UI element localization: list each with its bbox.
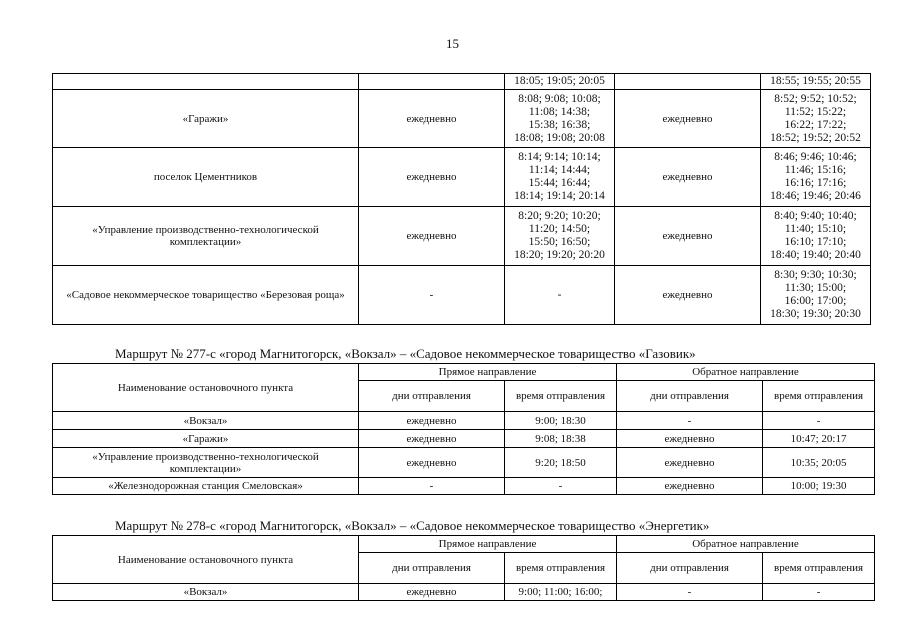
time-line: 18:20; 19:20; 20:20 <box>514 249 605 261</box>
time-line: 15:44; 16:44; <box>528 177 591 189</box>
time-line: 11:08; 14:38; <box>528 105 591 118</box>
forward-days: - <box>359 478 505 495</box>
backward-days <box>615 74 761 90</box>
forward-time: 9:00; 18:30 <box>505 412 617 430</box>
time-line: 11:52; 15:22; <box>784 105 847 118</box>
forward-time: - <box>505 478 617 495</box>
forward-time: 9:20; 18:50 <box>505 448 617 478</box>
time-line: 18:52; 19:52; 20:52 <box>770 131 861 144</box>
table-row <box>53 430 875 448</box>
backward-days: - <box>617 412 763 430</box>
time-line: 8:14; 9:14; 10:14; <box>518 151 601 163</box>
header-forward-time: время отправления <box>505 553 617 584</box>
header-backward-days: дни отправления <box>617 381 763 412</box>
backward-times <box>761 74 871 90</box>
header-forward-days: дни отправления <box>359 381 505 412</box>
table-row <box>53 478 875 495</box>
header-stop-name: Наименование остановочного пункта <box>53 364 359 412</box>
page-number: 15 <box>446 36 459 51</box>
time-line: 18:55; 19:55; 20:55 <box>770 75 861 87</box>
route-277-table <box>52 363 875 495</box>
backward-time: - <box>763 584 875 601</box>
time-line: 11:20; 14:50; <box>528 223 591 235</box>
backward-days: ежедневно <box>617 448 763 478</box>
schedule-table-continued <box>52 73 871 325</box>
stop-name: «Железнодорожная станция Смеловская» <box>53 478 359 495</box>
header-forward-time: время отправления <box>505 381 617 412</box>
header-backward: Обратное направление <box>617 364 875 381</box>
table-row <box>53 266 871 325</box>
table-row <box>53 148 871 207</box>
forward-days: ежедневно <box>359 90 505 148</box>
forward-days: ежедневно <box>359 584 505 601</box>
backward-days: ежедневно <box>617 478 763 495</box>
time-line: 18:46; 19:46; 20:46 <box>770 190 861 202</box>
backward-times <box>761 266 871 325</box>
time-line: 11:46; 15:16; <box>784 164 847 176</box>
forward-times <box>505 90 615 148</box>
header-backward: Обратное направление <box>617 536 875 553</box>
time-line: 18:14; 19:14; 20:14 <box>514 190 605 202</box>
backward-days: ежедневно <box>615 90 761 148</box>
backward-times <box>761 90 871 148</box>
stop-name: «Вокзал» <box>53 412 359 430</box>
time-line: 18:05; 19:05; 20:05 <box>514 75 605 87</box>
time-line: 8:08; 9:08; 10:08; <box>518 92 601 105</box>
forward-times <box>505 207 615 266</box>
time-line: - <box>557 288 562 301</box>
forward-days: ежедневно <box>359 207 505 266</box>
time-line: 16:00; 17:00; <box>784 295 847 307</box>
time-line: 11:30; 15:00; <box>784 282 847 294</box>
backward-times <box>761 148 871 207</box>
backward-days: ежедневно <box>615 266 761 325</box>
backward-time: 10:35; 20:05 <box>763 448 875 478</box>
backward-time: 10:47; 20:17 <box>763 430 875 448</box>
backward-time: - <box>763 412 875 430</box>
table-row <box>53 74 871 90</box>
header-forward-days: дни отправления <box>359 553 505 584</box>
time-line: 18:08; 19:08; 20:08 <box>514 131 605 144</box>
forward-days: - <box>359 266 505 325</box>
forward-times <box>505 148 615 207</box>
table-row <box>53 90 871 148</box>
backward-days: ежедневно <box>615 148 761 207</box>
forward-days <box>359 74 505 90</box>
time-line: 15:38; 16:38; <box>528 118 591 131</box>
forward-days: ежедневно <box>359 430 505 448</box>
time-line: 8:20; 9:20; 10:20; <box>518 210 601 222</box>
forward-times <box>505 74 615 90</box>
forward-days: ежедневно <box>359 148 505 207</box>
table-row <box>53 412 875 430</box>
time-line: 18:30; 19:30; 20:30 <box>770 308 861 320</box>
route-278-title: Маршрут № 278-с «город Магнитогорск, «Вокзал» – «Садовое некоммерческое товарищество «Энергетик» <box>115 518 710 533</box>
stop-name <box>53 74 359 90</box>
backward-days: - <box>617 584 763 601</box>
stop-name: «Гаражи» <box>53 430 359 448</box>
stop-name: «Управление производственно-технологической комплектации» <box>53 448 359 478</box>
backward-days: ежедневно <box>615 207 761 266</box>
header-forward: Прямое направление <box>359 536 617 553</box>
stop-name: поселок Цементников <box>53 148 359 207</box>
stop-name: «Садовое некоммерческое товарищество «Березовая роща» <box>53 266 359 325</box>
time-line: 8:52; 9:52; 10:52; <box>774 92 857 105</box>
backward-time: 10:00; 19:30 <box>763 478 875 495</box>
header-backward-time: время отправления <box>763 553 875 584</box>
header-forward: Прямое направление <box>359 364 617 381</box>
time-line: 8:40; 9:40; 10:40; <box>774 210 857 222</box>
forward-time: 9:00; 11:00; 16:00; <box>505 584 617 601</box>
header-stop-name: Наименование остановочного пункта <box>53 536 359 584</box>
time-line: 15:50; 16:50; <box>528 236 591 248</box>
forward-times <box>505 266 615 325</box>
header-backward-time: время отправления <box>763 381 875 412</box>
stop-name: «Управление производственно-технологической комплектации» <box>53 207 359 266</box>
time-line: 16:10; 17:10; <box>784 236 847 248</box>
forward-time: 9:08; 18:38 <box>505 430 617 448</box>
route-277-title: Маршрут № 277-с «город Магнитогорск, «Вокзал» – «Садовое некоммерческое товарищество «Газовик» <box>115 346 696 361</box>
table-row <box>53 448 875 478</box>
time-line: 8:46; 9:46; 10:46; <box>774 151 857 163</box>
route-278-table <box>52 535 875 601</box>
time-line: 16:16; 17:16; <box>784 177 847 189</box>
time-line: 8:30; 9:30; 10:30; <box>774 269 857 281</box>
backward-times <box>761 207 871 266</box>
time-line: 18:40; 19:40; 20:40 <box>770 249 861 261</box>
forward-days: ежедневно <box>359 448 505 478</box>
stop-name: «Гаражи» <box>53 90 359 148</box>
header-backward-days: дни отправления <box>617 553 763 584</box>
time-line: 16:22; 17:22; <box>784 118 847 131</box>
forward-days: ежедневно <box>359 412 505 430</box>
table-row <box>53 584 875 601</box>
time-line: 11:40; 15:10; <box>784 223 847 235</box>
backward-days: ежедневно <box>617 430 763 448</box>
stop-name: «Вокзал» <box>53 584 359 601</box>
table-row <box>53 207 871 266</box>
time-line: 11:14; 14:44; <box>528 164 591 176</box>
